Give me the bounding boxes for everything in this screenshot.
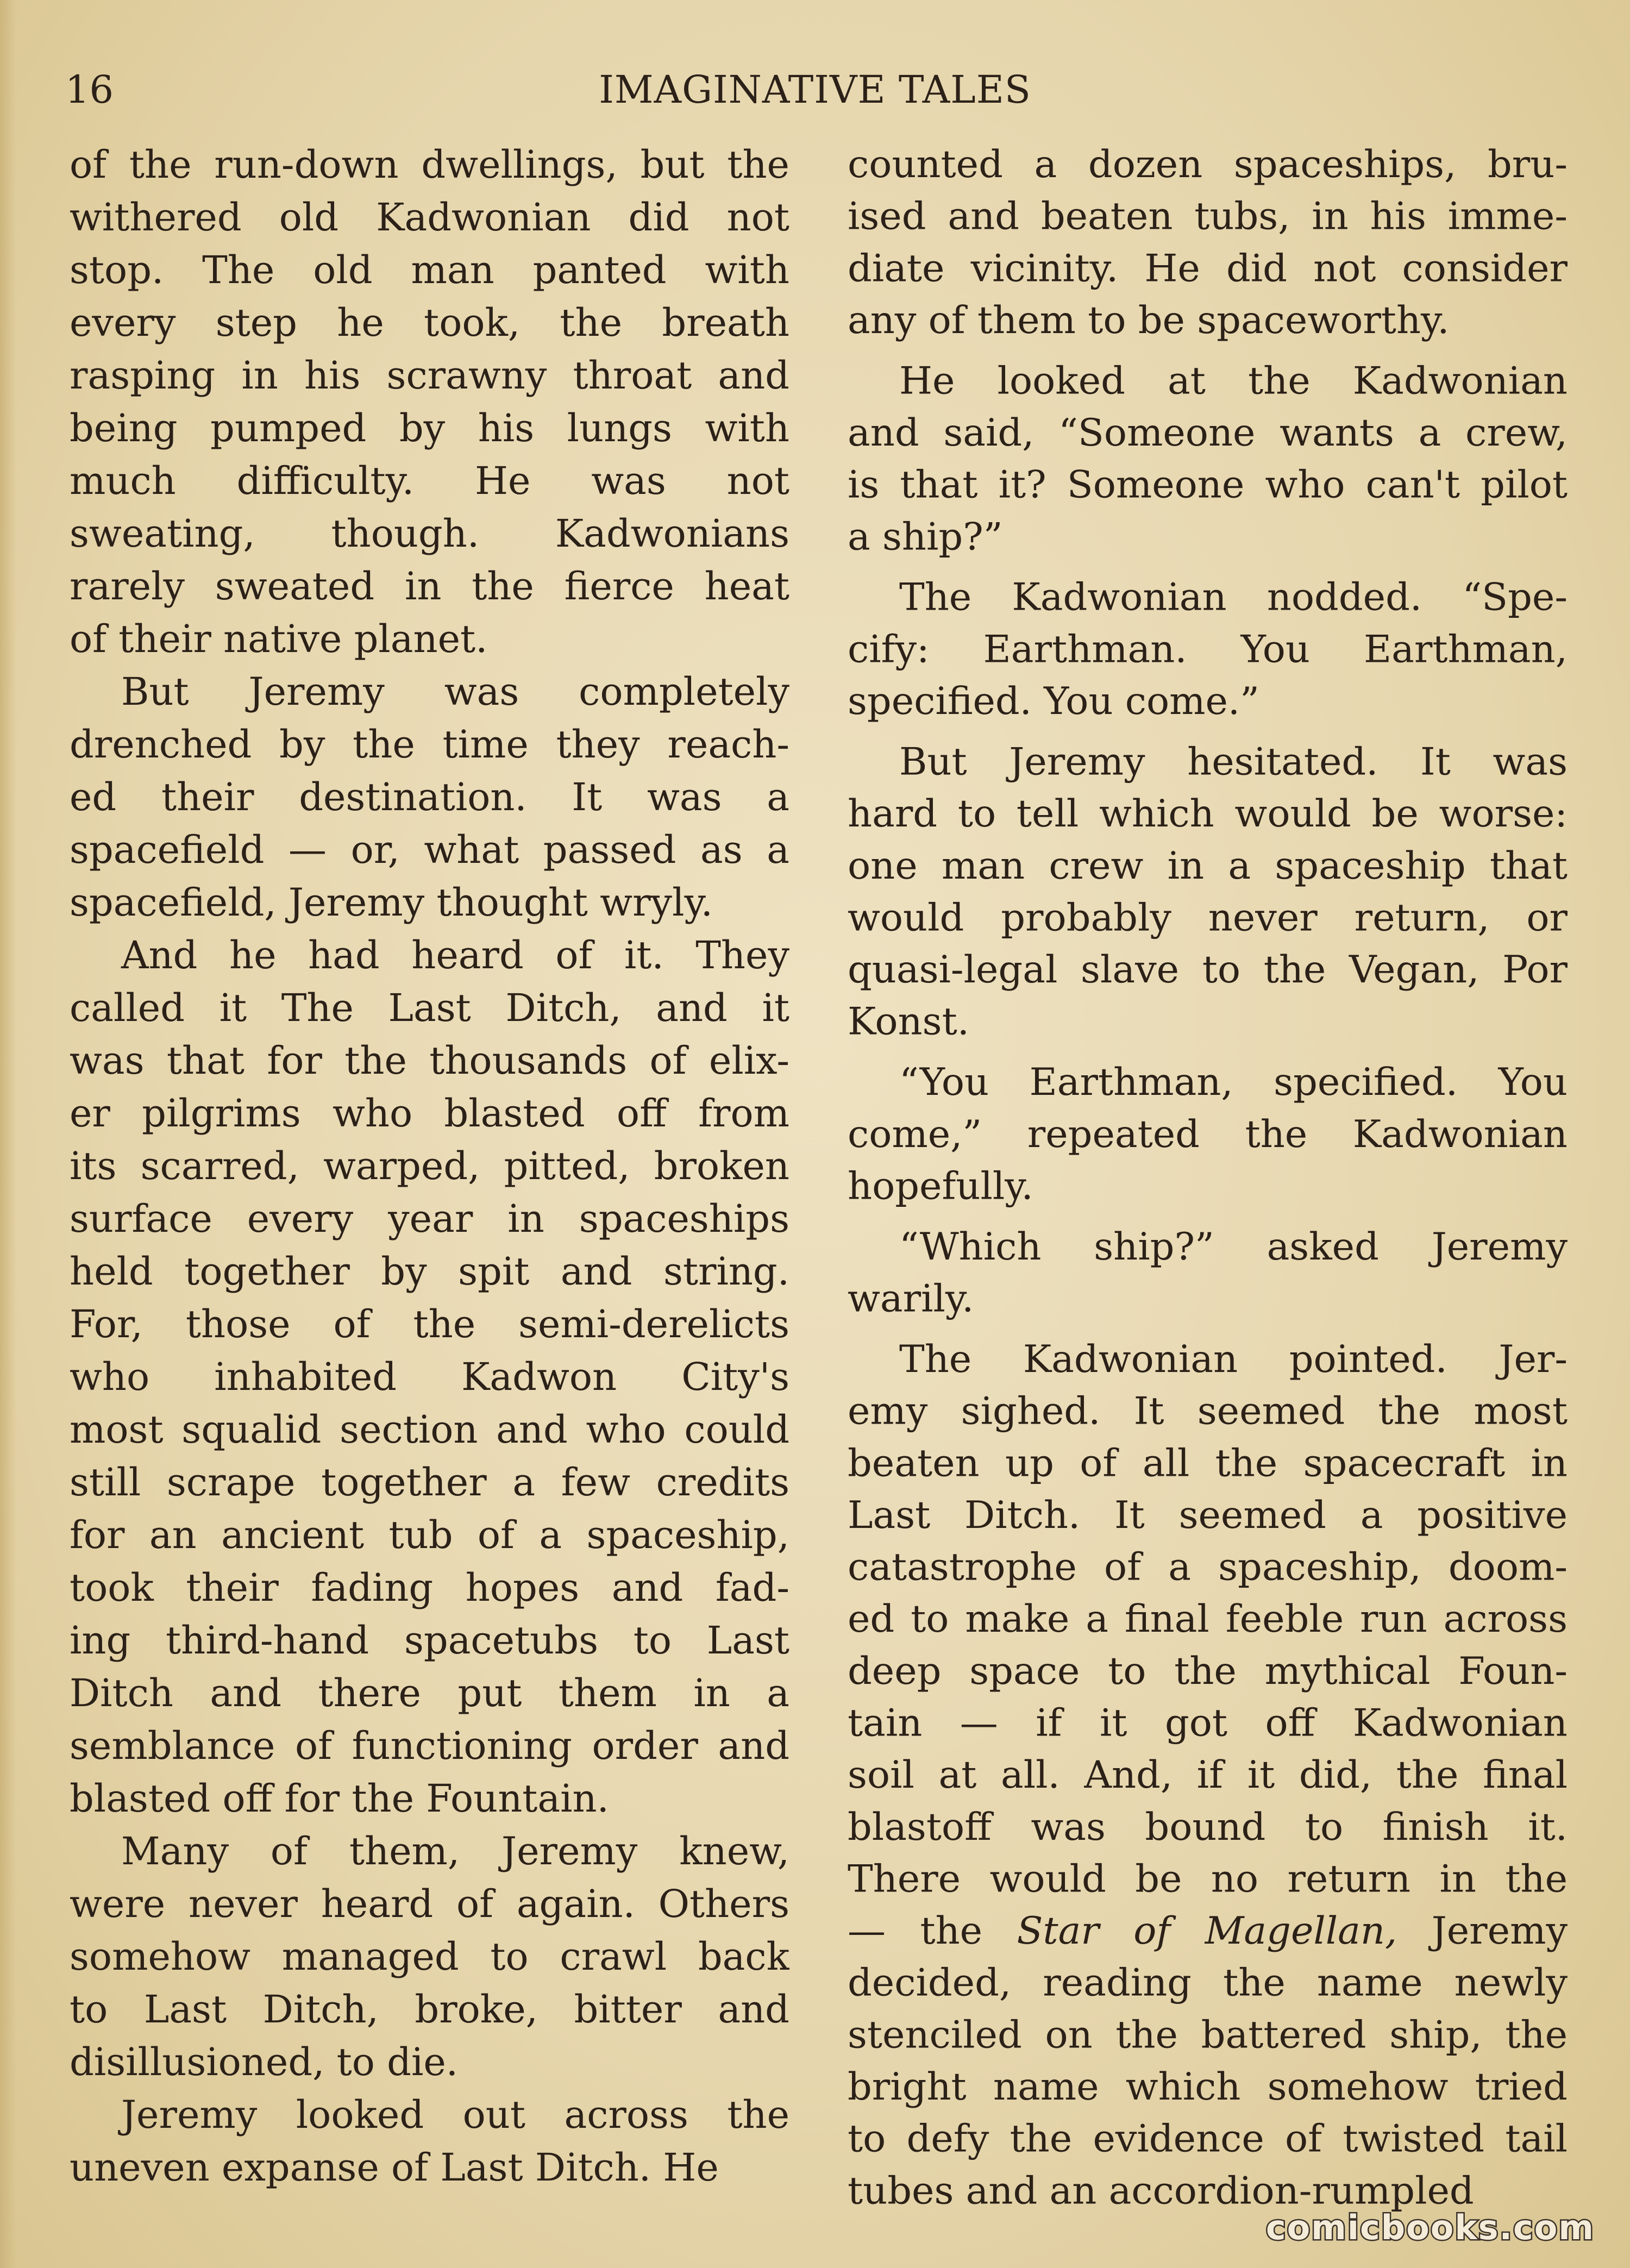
text-line — [848, 840, 1568, 892]
text-line — [848, 1905, 1568, 1957]
line-text: come,” repeated the Kadwonian — [848, 1112, 1568, 1156]
line-text: He looked at the Kadwonian — [899, 359, 1568, 403]
line-text: semblance of functioning order and — [70, 1724, 789, 1768]
line-text: Konst. — [848, 999, 969, 1044]
text-line — [848, 1108, 1568, 1161]
text-line — [70, 1931, 789, 1983]
paragraph-gap — [848, 728, 1568, 736]
line-text: uneven expanse of Last Ditch. He — [70, 2145, 719, 2190]
text-line — [848, 892, 1568, 944]
text-line — [70, 2036, 789, 2089]
text-line — [70, 1404, 789, 1456]
line-text: of their native planet. — [70, 617, 488, 661]
line-text: “Which ship?” asked Jeremy — [899, 1224, 1568, 1269]
left-text-column — [70, 139, 789, 2194]
line-text: bright name which somehow tried — [848, 2064, 1568, 2109]
text-line — [848, 1437, 1568, 1489]
line-text: specified. You come.” — [848, 679, 1259, 723]
text-line — [70, 297, 789, 349]
text-line — [70, 1193, 789, 1245]
text-line — [70, 1614, 789, 1667]
text-line — [70, 824, 789, 876]
text-line — [70, 982, 789, 1035]
text-line — [70, 666, 789, 718]
line-text: disillusioned, to die. — [70, 2040, 459, 2084]
line-text: somehow managed to crawl back — [70, 1934, 789, 1979]
text-line — [848, 1749, 1568, 1801]
text-line — [70, 2089, 789, 2141]
line-text: blasted off for the Fountain. — [70, 1776, 609, 1821]
ship-name-italic: Star of Magellan, — [1017, 1909, 1397, 1953]
text-line — [848, 459, 1568, 511]
text-line — [848, 788, 1568, 840]
line-text: “You Earthman, specified. You — [899, 1060, 1568, 1104]
line-text: cify: Earthman. You Earthman, — [848, 627, 1568, 672]
line-text: The Kadwonian nodded. “Spe- — [899, 575, 1568, 619]
text-line — [70, 1140, 789, 1193]
text-line — [848, 1957, 1568, 2009]
line-text: Many of them, Jeremy knew, — [121, 1829, 789, 1874]
line-text: rarely sweated in the fierce heat — [70, 564, 789, 609]
text-line — [848, 944, 1568, 996]
line-text: would probably never return, or — [848, 895, 1568, 940]
line-text: still scrape together a few credits — [70, 1460, 789, 1505]
line-text: being pumped by his lungs with — [70, 406, 789, 450]
text-line — [848, 191, 1568, 243]
right-text-column — [848, 139, 1568, 2217]
line-text: diate vicinity. He did not consider — [848, 246, 1568, 291]
text-line — [848, 2113, 1568, 2165]
watermark: comicbooks.com — [1265, 2208, 1595, 2247]
text-line — [70, 1878, 789, 1931]
line-text: ing third-hand spacetubs to Last — [70, 1618, 789, 1663]
line-text: held together by spit and string. — [70, 1249, 789, 1294]
line-text: For, those of the semi-derelicts — [70, 1302, 789, 1346]
line-text: ised and beaten tubs, in his imme- — [848, 194, 1568, 239]
text-line — [70, 191, 789, 244]
line-text: There would be no return in the — [848, 1857, 1568, 1901]
line-text: The Kadwonian pointed. Jer- — [899, 1337, 1568, 1381]
text-line — [848, 355, 1568, 407]
line-text: Ditch and there put them in a — [70, 1671, 789, 1715]
text-line — [70, 1667, 789, 1720]
line-text: tubes and an accordion-rumpled — [848, 2169, 1474, 2213]
text-line — [70, 613, 789, 666]
line-text: tain — if it got off Kadwonian — [848, 1701, 1568, 1745]
line-text: Jeremy looked out across the — [121, 2092, 789, 2137]
text-line — [70, 2141, 789, 2194]
line-text: who inhabited Kadwon City's — [70, 1355, 789, 1399]
line-text: stenciled on the battered ship, the — [848, 2013, 1568, 2057]
text-line — [848, 139, 1568, 191]
text-line — [848, 623, 1568, 675]
paragraph-gap — [848, 563, 1568, 572]
line-text: sweating, though. Kadwonians — [70, 511, 789, 556]
text-line — [70, 455, 789, 508]
line-text: most squalid section and who could — [70, 1407, 789, 1452]
text-line — [848, 1273, 1568, 1325]
line-text: its scarred, warped, pitted, broken — [70, 1144, 789, 1188]
line-text: every step he took, the breath — [70, 300, 789, 345]
line-text: decided, reading the name newly — [848, 1960, 1568, 2005]
line-text: And he had heard of it. They — [121, 933, 789, 978]
text-line — [70, 1825, 789, 1878]
text-line — [70, 139, 789, 191]
text-line — [848, 1056, 1568, 1108]
line-text: stop. The old man panted with — [70, 248, 789, 292]
text-line — [70, 1456, 789, 1509]
text-line — [70, 1298, 789, 1351]
text-line — [848, 996, 1568, 1048]
line-text: called it The Last Ditch, and it — [70, 986, 789, 1030]
text-line — [848, 2009, 1568, 2061]
text-line — [70, 1772, 789, 1825]
text-line — [848, 675, 1568, 728]
line-text: drenched by the time they reach- — [70, 722, 789, 767]
page-header — [65, 62, 1565, 122]
line-text: for an ancient tub of a spaceship, — [70, 1513, 789, 1557]
text-line — [70, 1245, 789, 1298]
text-line — [70, 876, 789, 929]
line-text: Last Ditch. It seemed a positive — [848, 1493, 1568, 1537]
paragraph-gap — [848, 1048, 1568, 1056]
text-line — [848, 1593, 1568, 1645]
line-text: a ship?” — [848, 515, 1003, 559]
line-text: spacefield — or, what passed as a — [70, 828, 789, 872]
text-line — [848, 1697, 1568, 1750]
text-line — [848, 1333, 1568, 1386]
line-text: much difficulty. He was not — [70, 459, 789, 503]
line-text: were never heard of again. Others — [70, 1882, 789, 1926]
text-line — [848, 242, 1568, 295]
line-text: warily. — [848, 1276, 974, 1321]
text-line — [848, 1386, 1568, 1438]
line-text: to defy the evidence of twisted tail — [848, 2116, 1568, 2161]
text-line — [70, 402, 789, 455]
text-line — [848, 511, 1568, 563]
line-text: one man crew in a spaceship that — [848, 843, 1568, 888]
line-text: ed their destination. It was a — [70, 775, 789, 819]
line-text: took their fading hopes and fad- — [70, 1565, 789, 1610]
text-line — [848, 1853, 1568, 1905]
paragraph-gap — [848, 347, 1568, 355]
line-text: to Last Ditch, broke, bitter and — [70, 1987, 789, 2032]
text-line — [848, 736, 1568, 788]
line-text: ed to make a final feeble run across — [848, 1597, 1568, 1641]
paragraph-gap — [848, 1212, 1568, 1221]
text-line — [70, 1562, 789, 1614]
text-line — [70, 1351, 789, 1404]
page-edge-shadow — [0, 0, 16, 2268]
text-line — [848, 1221, 1568, 1273]
text-line — [848, 295, 1568, 347]
line-text: er pilgrims who blasted off from — [70, 1091, 789, 1136]
running-title: IMAGINATIVE TALES — [599, 67, 1031, 112]
line-text: any of them to be spaceworthy. — [848, 298, 1450, 342]
line-text: deep space to the mythical Foun- — [848, 1649, 1568, 1693]
page-number: 16 — [65, 67, 114, 112]
text-line — [70, 508, 789, 560]
text-line — [70, 718, 789, 771]
text-line — [70, 244, 789, 297]
line-text: is that it? Someone who can't pilot — [848, 462, 1568, 507]
text-line — [848, 407, 1568, 459]
line-text: soil at all. And, if it did, the final — [848, 1753, 1568, 1797]
text-line — [70, 1035, 789, 1087]
text-line — [70, 1720, 789, 1772]
line-text: emy sighed. It seemed the most — [848, 1389, 1568, 1433]
line-text: was that for the thousands of elix- — [70, 1038, 789, 1083]
paragraph-gap — [848, 1325, 1568, 1333]
text-line — [70, 771, 789, 824]
text-line — [70, 560, 789, 613]
line-text: hopefully. — [848, 1164, 1033, 1208]
text-line — [70, 1983, 789, 2036]
line-text: — the — [848, 1909, 1017, 1953]
line-text: blastoff was bound to finish it. — [848, 1805, 1568, 1849]
text-line — [848, 1160, 1568, 1212]
line-text-after: Jeremy — [1397, 1909, 1568, 1953]
text-line — [848, 1801, 1568, 1853]
line-text: spacefield, Jeremy thought wryly. — [70, 880, 713, 925]
line-text: But Jeremy was completely — [121, 669, 789, 714]
line-text: hard to tell which would be worse: — [848, 792, 1568, 836]
line-text: surface every year in spaceships — [70, 1196, 789, 1241]
line-text: counted a dozen spaceships, bru- — [848, 142, 1568, 186]
text-line — [848, 1489, 1568, 1542]
text-line — [848, 2061, 1568, 2113]
text-line — [70, 1509, 789, 1562]
line-text: catastrophe of a spaceship, doom- — [848, 1545, 1568, 1589]
line-text: beaten up of all the spacecraft in — [848, 1441, 1568, 1486]
line-text: rasping in his scrawny throat and — [70, 353, 789, 398]
line-text: of the run-down dwellings, but the — [70, 142, 789, 187]
line-text: and said, “Someone wants a crew, — [848, 410, 1568, 455]
text-line — [70, 349, 789, 402]
text-line — [848, 1542, 1568, 1594]
line-text: quasi-legal slave to the Vegan, Por — [848, 947, 1568, 992]
text-line — [848, 1645, 1568, 1697]
text-line — [848, 572, 1568, 624]
text-line — [70, 1087, 789, 1140]
line-text: But Jeremy hesitated. It was — [899, 740, 1568, 784]
line-text: withered old Kadwonian did not — [70, 195, 789, 240]
text-line — [70, 929, 789, 982]
